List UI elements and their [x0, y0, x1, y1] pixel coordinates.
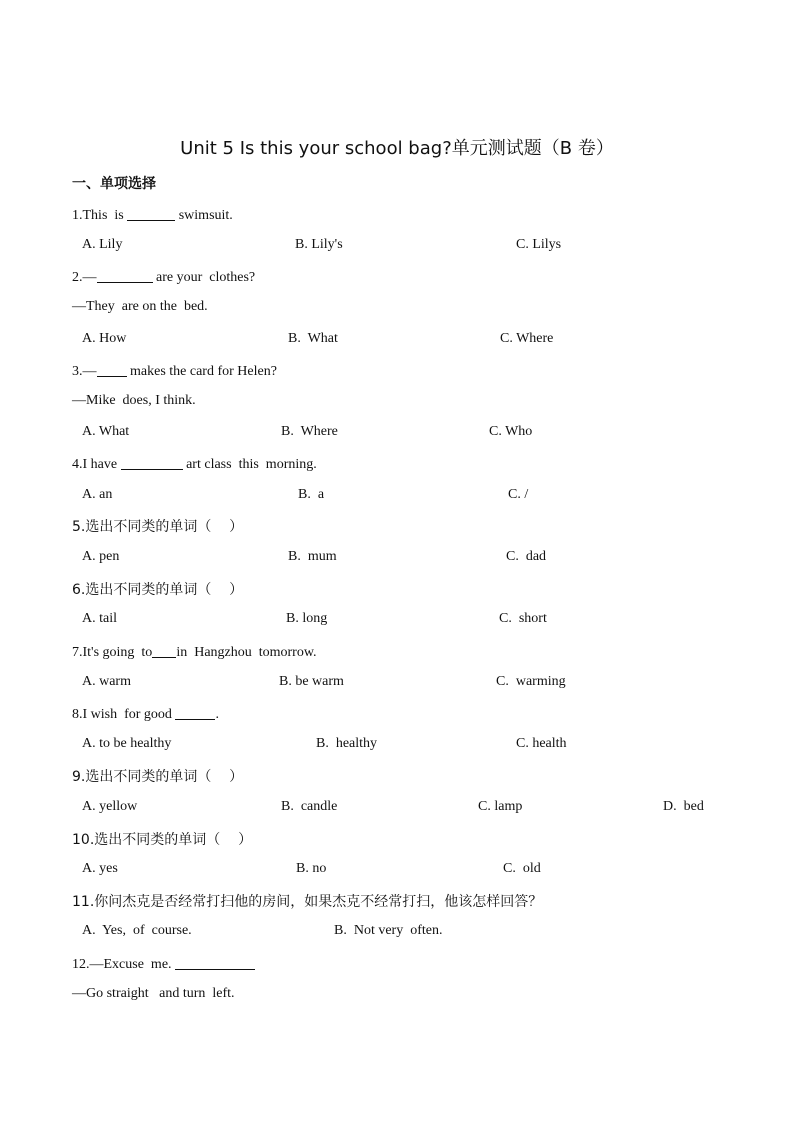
- q9-option-b: B. candle: [281, 799, 338, 814]
- q5-option-b: B. mum: [288, 549, 337, 564]
- answer-blank: [175, 705, 215, 720]
- q7-option-b: B. be warm: [279, 674, 344, 689]
- question-8-text-start: 8.I wish for good: [72, 707, 176, 722]
- question-12: [72, 955, 255, 973]
- question-4: [72, 455, 317, 473]
- answer-blank: [97, 362, 127, 377]
- question-1-text-end: swimsuit.: [175, 208, 233, 223]
- q9-option-d: D. bed: [663, 799, 704, 814]
- q8-option-b: B. healthy: [316, 736, 378, 751]
- question-6: 6.选出不同类的单词（ ）: [72, 582, 244, 598]
- question-5: 5.选出不同类的单词（ ）: [72, 519, 244, 535]
- section-heading: 一、单项选择: [72, 176, 156, 192]
- q7-option-a: A. warm: [82, 674, 131, 689]
- q4-option-c: C. /: [508, 487, 529, 502]
- question-8-text-end: .: [215, 707, 219, 722]
- q9-option-a: A. yellow: [82, 799, 138, 814]
- q2-option-c: C. Where: [500, 331, 554, 346]
- q8-option-c: C. health: [516, 736, 567, 751]
- question-3-text-start: 3.—: [72, 364, 97, 379]
- q2-option-a: A. How: [82, 331, 127, 346]
- answer-blank: [152, 643, 176, 658]
- question-4-text-end: art class this morning.: [182, 457, 317, 472]
- question-4-text-start: 4.I have: [72, 457, 121, 472]
- q6-option-b: B. long: [286, 611, 328, 626]
- question-2-text-end: are your clothes?: [152, 270, 256, 285]
- q10-option-c: C. old: [503, 861, 541, 876]
- q10-option-a: A. yes: [82, 861, 118, 876]
- question-7-text-end: in Hangzhou tomorrow.: [176, 645, 317, 660]
- q6-option-a: A. tail: [82, 611, 117, 626]
- answer-blank: [97, 268, 153, 283]
- q1-option-a: A. Lily: [82, 237, 123, 252]
- answer-blank: [175, 955, 255, 970]
- question-1-text-start: 1.This is: [72, 208, 128, 223]
- question-1: [72, 206, 233, 224]
- question-10: 10.选出不同类的单词（ ）: [72, 832, 253, 848]
- question-3: [72, 362, 277, 380]
- q3-option-a: A. What: [82, 424, 130, 439]
- q5-option-a: A. pen: [82, 549, 120, 564]
- q3-option-c: C. Who: [489, 424, 533, 439]
- q4-option-b: B. a: [298, 487, 325, 502]
- question-7: [72, 643, 317, 661]
- answer-blank: [127, 206, 175, 221]
- q9-option-c: C. lamp: [478, 799, 523, 814]
- q6-option-c: C. short: [499, 611, 547, 626]
- question-12-text-start: 12.—Excuse me.: [72, 957, 176, 972]
- question-2: [72, 268, 255, 286]
- page-title: Unit 5 Is this your school bag?单元测试题（B 卷）: [180, 138, 614, 159]
- q11-option-a: A. Yes, of course.: [82, 923, 192, 938]
- question-2-text-start: 2.—: [72, 270, 97, 285]
- q8-option-a: A. to be healthy: [82, 736, 172, 751]
- q10-option-b: B. no: [296, 861, 327, 876]
- q2-option-b: B. What: [288, 331, 338, 346]
- question-12-reply: —Go straight and turn left.: [72, 986, 235, 1001]
- q3-option-b: B. Where: [281, 424, 338, 439]
- question-11: 11.你问杰克是否经常打扫他的房间，如果杰克不经常打扫，他该怎样回答？: [72, 894, 543, 910]
- q4-option-a: A. an: [82, 487, 113, 502]
- question-2-reply: —They are on the bed.: [72, 299, 208, 314]
- q5-option-c: C. dad: [506, 549, 547, 564]
- question-3-reply: —Mike does, I think.: [72, 393, 196, 408]
- q1-option-c: C. Lilys: [516, 237, 562, 252]
- q1-option-b: B. Lily's: [295, 237, 343, 252]
- question-3-text-end: makes the card for Helen?: [126, 364, 277, 379]
- answer-blank: [121, 455, 183, 470]
- q7-option-c: C. warming: [496, 674, 566, 689]
- q11-option-b: B. Not very often.: [334, 923, 443, 938]
- question-8: [72, 705, 219, 723]
- question-7-text-start: 7.It's going to: [72, 645, 153, 660]
- question-9: 9.选出不同类的单词（ ）: [72, 769, 244, 785]
